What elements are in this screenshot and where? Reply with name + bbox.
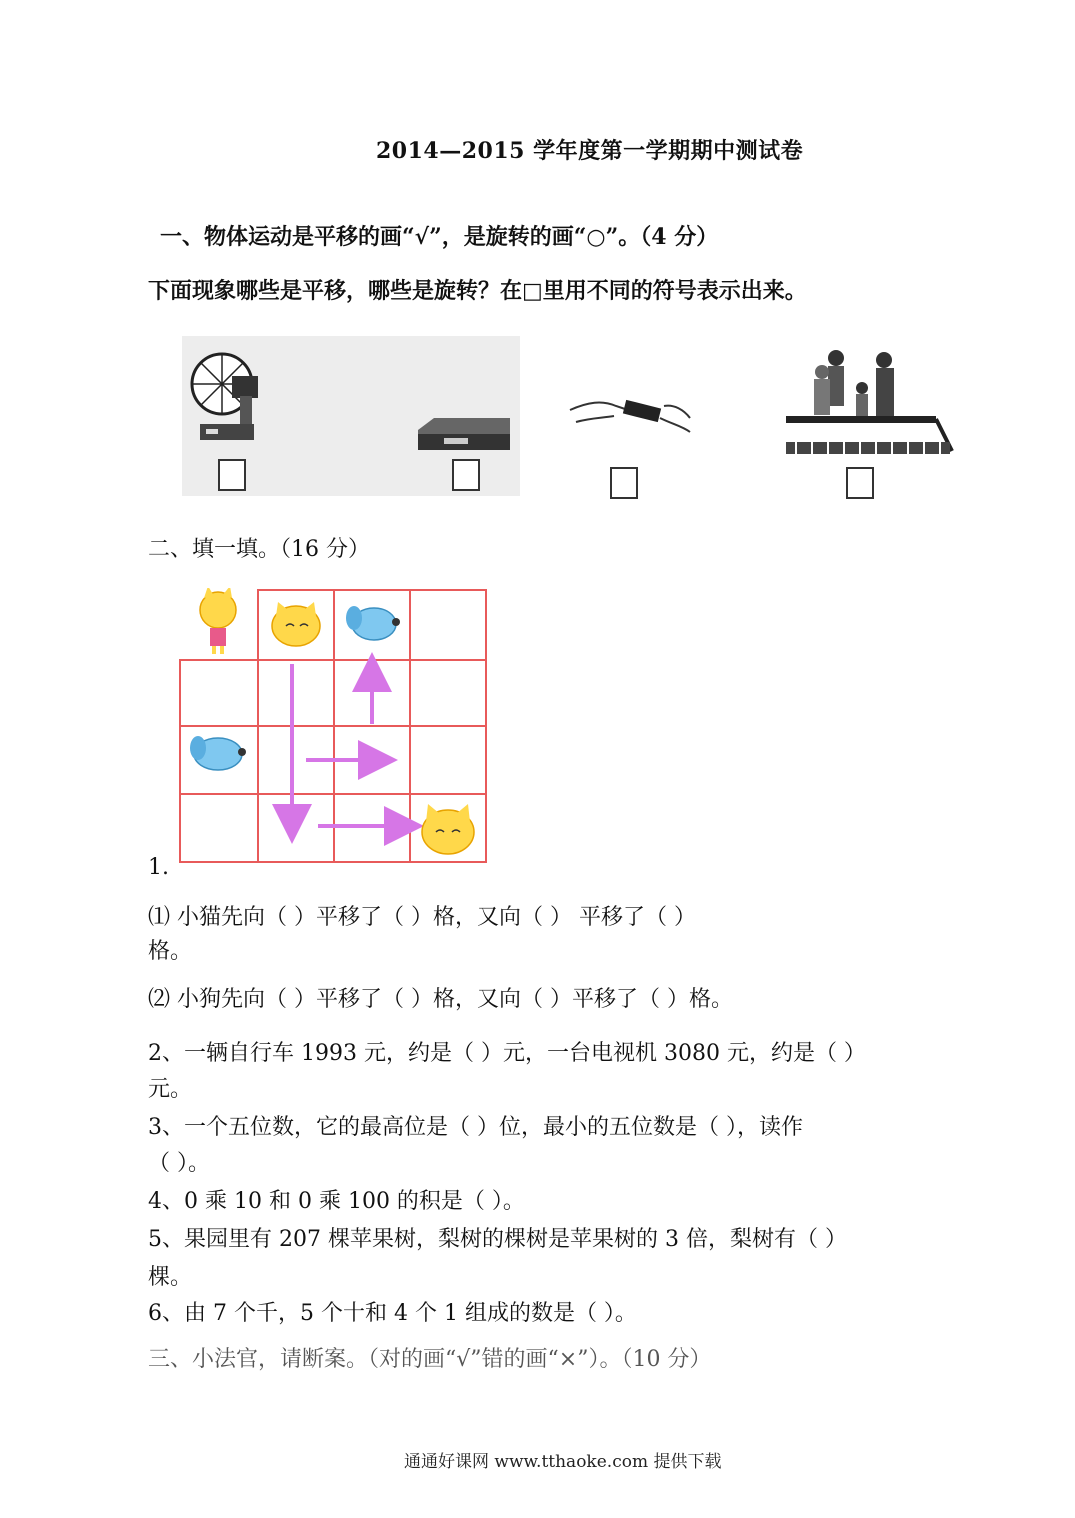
translation-grid: [178, 588, 490, 868]
video-player-icon: [414, 416, 514, 456]
footer-credit: 通通好课网 www.tthaoke.com 提供下载: [404, 1452, 722, 1472]
section3-heading: 三、小法官，请断案。（对的画“√”错的画“×”）。（10 分）: [148, 1347, 712, 1372]
answer-box-player[interactable]: [452, 459, 480, 491]
dog-icon: [346, 606, 400, 640]
question-3-cont: （ ）。: [148, 1151, 210, 1176]
question-6: 6、由 7 个千，5 个十和 4 个 1 组成的数是（ ）。: [148, 1301, 637, 1326]
question-4: 4、0 乘 10 和 0 乘 100 的积是（ ）。: [148, 1189, 525, 1214]
question-5-cont: 棵。: [148, 1265, 193, 1290]
escalator-icon: [782, 346, 956, 462]
question-1-1: ⑴ 小猫先向（ ）平移了（ ）格，又向（ ） 平移了（ ）: [148, 905, 696, 930]
question-5: 5、果园里有 207 棵苹果树，梨树的棵树是苹果树的 3 倍，梨树有（ ）: [148, 1227, 847, 1252]
section1-instruction: 下面现象哪些是平移，哪些是旋转？在□里用不同的符号表示出来。: [148, 278, 807, 304]
page-title: 2014—2015 学年度第一学期期中测试卷: [376, 138, 804, 164]
question-2: 2、一辆自行车 1993 元，约是（ ）元，一台电视机 3080 元，约是（ ）: [148, 1041, 866, 1066]
answer-box-screw[interactable]: [610, 467, 638, 499]
screw-turning-icon: [568, 388, 692, 440]
section1-heading: 一、物体运动是平移的画“√”，是旋转的画“○”。（4 分）: [160, 224, 719, 250]
cat-icon: [422, 804, 474, 854]
question-3: 3、一个五位数，它的最高位是（ ）位，最小的五位数是（ ），读作: [148, 1115, 803, 1140]
question-1-2: ⑵ 小狗先向（ ）平移了（ ）格，又向（ ）平移了（ ）格。: [148, 987, 733, 1012]
cat-icon: [200, 588, 236, 654]
question-2-cont: 元。: [148, 1077, 193, 1102]
dog-icon: [190, 736, 246, 770]
question-1-1-cont: 格。: [148, 939, 193, 964]
section2-heading: 二、填一填。（16 分）: [148, 537, 370, 562]
answer-box-fan[interactable]: [218, 459, 246, 491]
cat-icon: [272, 602, 320, 646]
answer-box-escalator[interactable]: [846, 467, 874, 499]
question-1-number: 1.: [148, 855, 169, 880]
